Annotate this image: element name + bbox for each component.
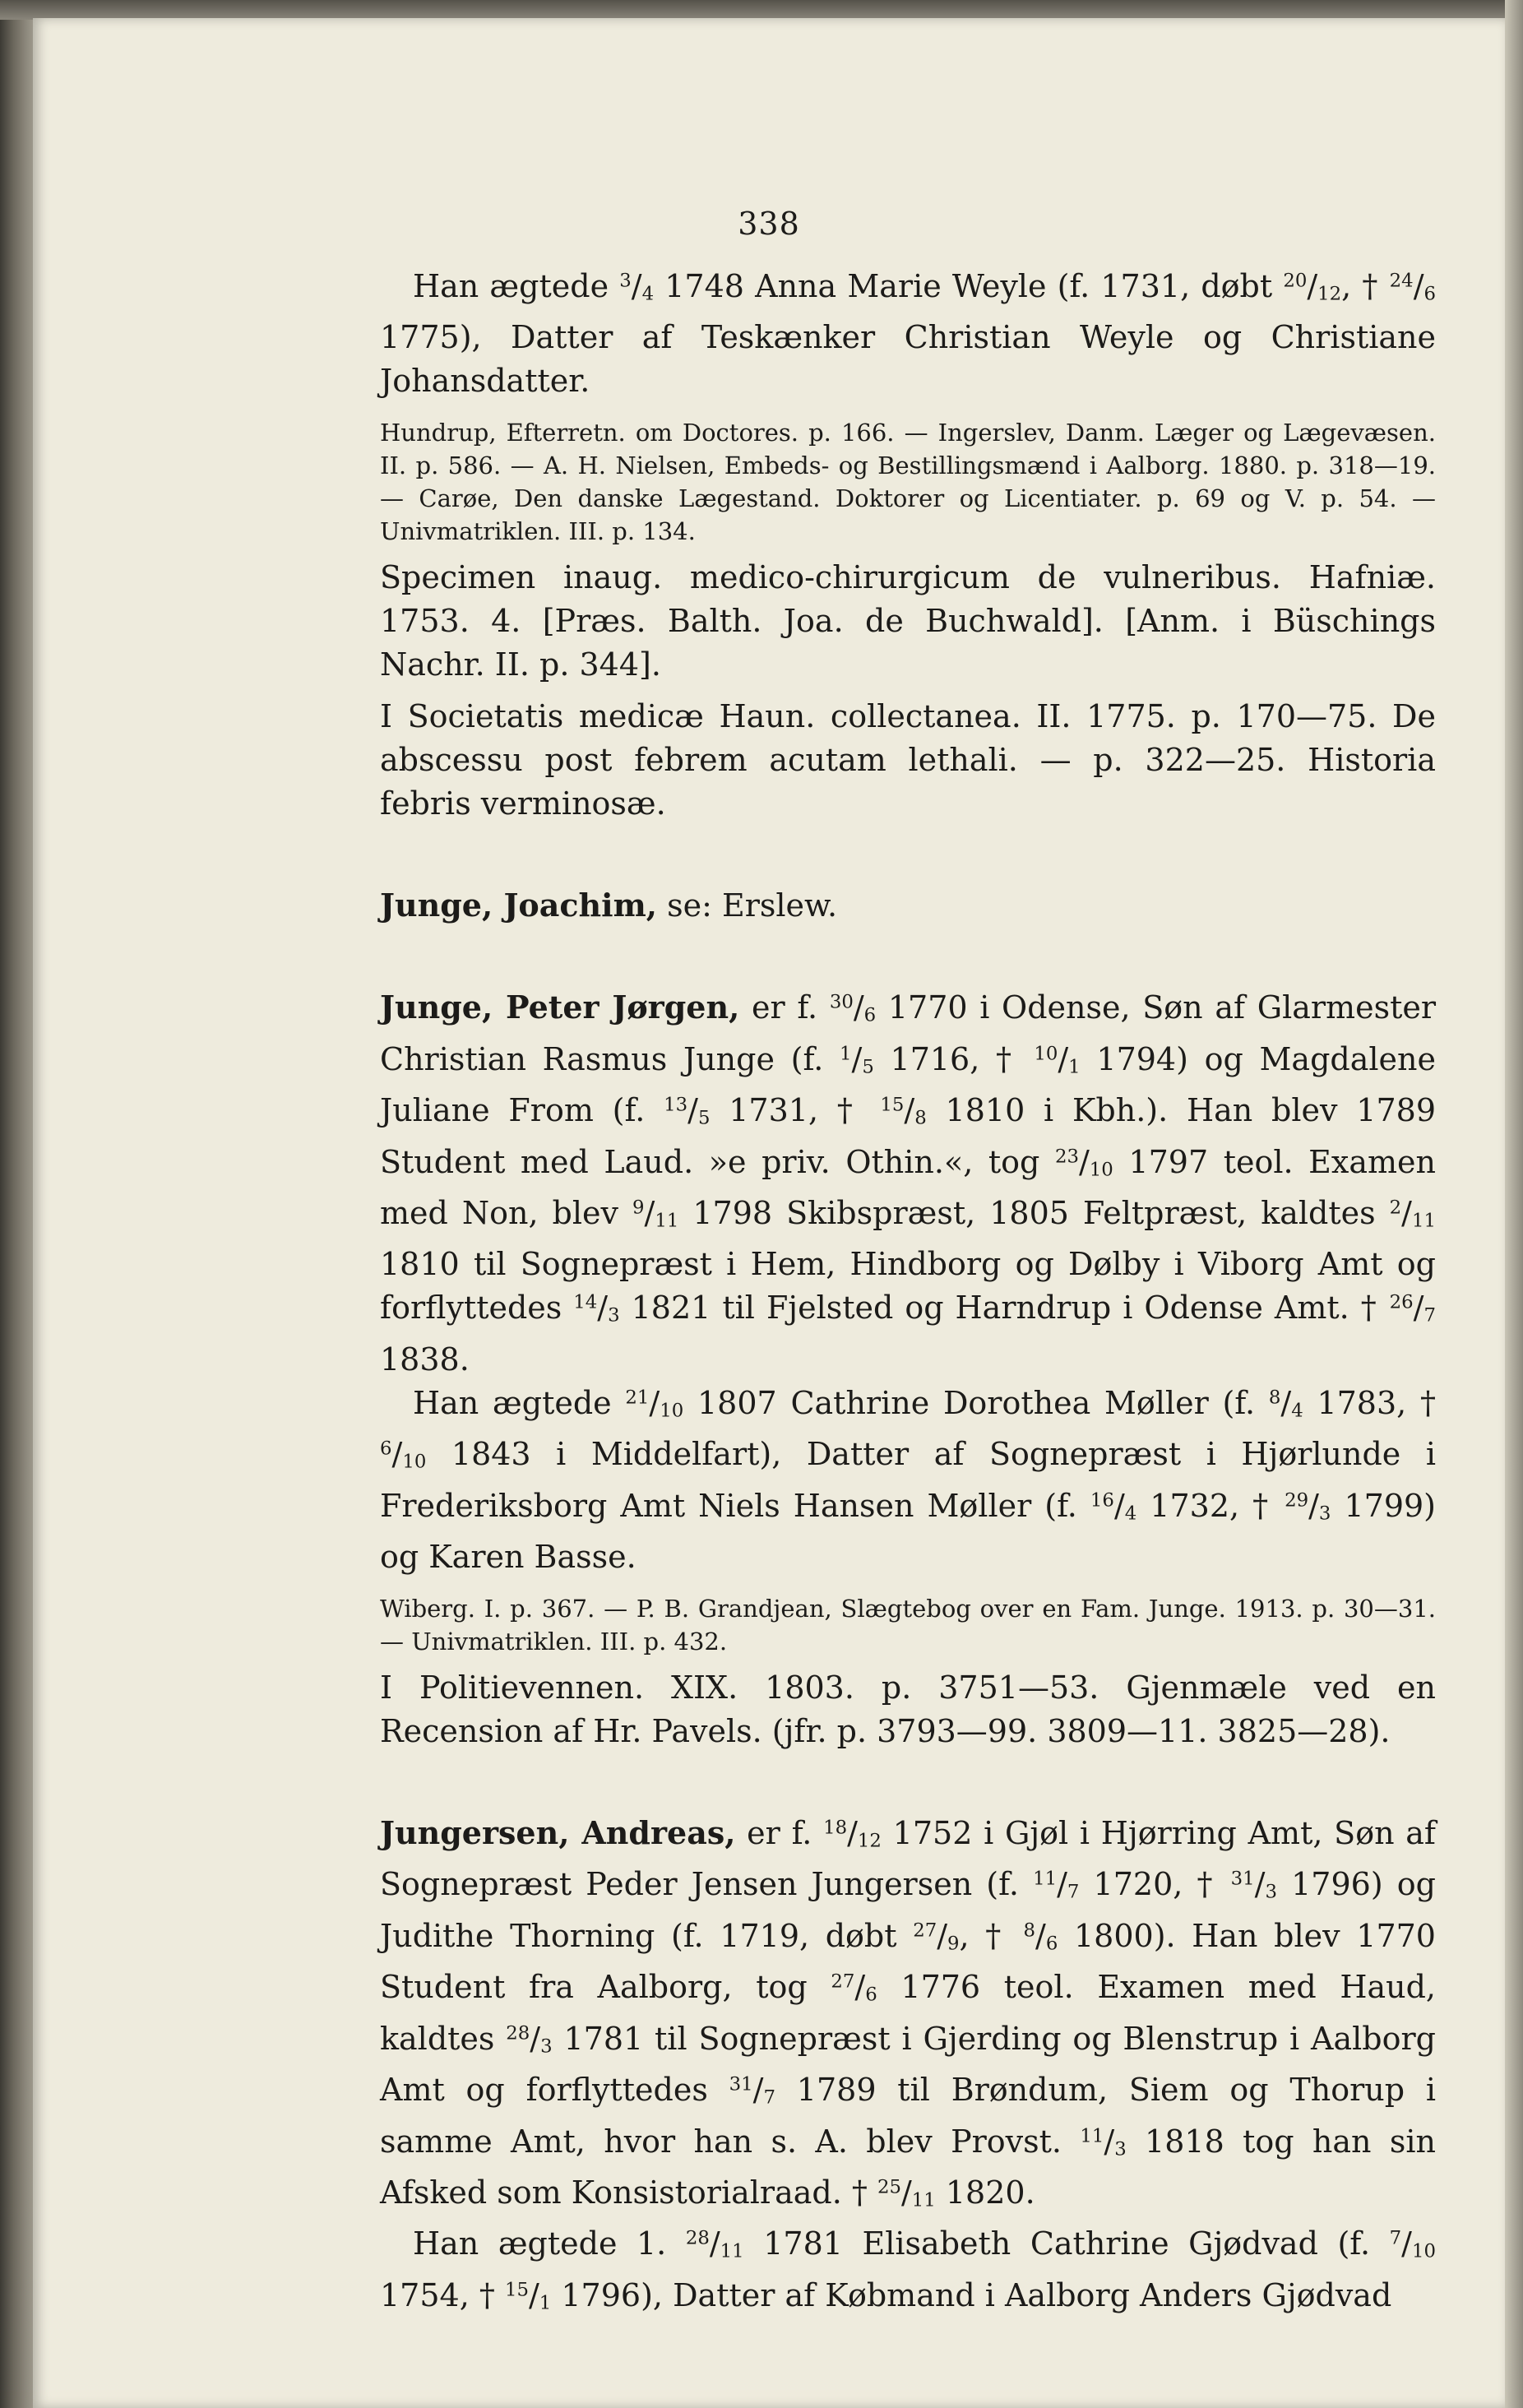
entry-junge-joachim: Junge, Joachim, se: Erslew. [380,887,838,924]
headword: Junge, Peter Jørgen, [380,989,740,1026]
peter-work-politievennen: I Politievennen. XIX. 1803. p. 3751—53. Gjenmæle ved en Recension af Hr. Pavels. (jfr. p. 3793—99. 3809—11. 3825—28). [380,1669,1436,1750]
scan-top-edge [0,0,1523,20]
page-text [380,265,1436,2325]
headword: Jungersen, Andreas, [380,1814,736,1852]
entry-junge-peter-jorgen: Junge, Peter Jørgen, er f. $^{30}$/6 1770 i Odense, Søn af Glarmester Christian Rasmus Junge (f. $^1$/5 1716, † $^{10}$/1 1794) og Magdalene Juliane From (f. $^{13}$/5 1731, † $^{15}$/8 1810 i Kbh.). Han blev 1789 Student med Laud. »e priv. Othin.«, tog $^{23}$/10 1797 teol. Examen med Non, blev $^9$/11 1798 Skibspræst, 1805 Feltpræst, kaldtes $^2$/11 1810 til Sognepræst i Hem, Hindborg og Dølby i Viborg Amt og forflyttedes $^{14}$/3 1821 til Fjelsted og Harndrup i Odense Amt. † $^{26}$/7 1838. [380,989,1437,1378]
prev-work-societatis: I Societatis medicæ Haun. collectanea. II. 1775. p. 170—75. De abscessu post febrem acutam lethali. — p. 322—25. Historia febris verminosæ. [380,698,1436,822]
prev-work-specimen: Specimen inaug. medico-chirurgicum de vulneribus. Hafniæ. 1753. 4. [Præs. Balth. Joa. de Buchwald]. [Anm. i Büschings Nachr. II. p. 344]. [380,559,1436,683]
headword: Junge, Joachim, [380,887,658,924]
scan-right-edge [1505,0,1523,2408]
prev-marriage: Han ægtede $^3$/4 1748 Anna Marie Weyle (f. 1731, døbt $^{20}$/12, † $^{24}$/6 1775), Datter af Teskænker Christian Weyle og Christiane Johansdatter. [380,268,1437,400]
andreas-marriage: Han ægtede 1. $^{28}$/11 1781 Elisabeth Cathrine Gjødvad (f. $^7$/10 1754, † $^{15}$/1 1796), Datter af Købmand i Aalborg Anders Gjødvad [380,2225,1436,2314]
peter-marriage: Han ægtede $^{21}$/10 1807 Cathrine Dorothea Møller (f. $^8$/4 1783, † $^6$/10 1843 i Middelfart), Datter af Sognepræst i Hjørlunde i Frederiksborg Amt Niels Hansen Møller (f. $^{16}$/4 1732, † $^{29}$/3 1799) og Karen Basse. [380,1384,1436,1576]
peter-references: Wiberg. I. p. 367. — P. B. Grandjean, Slægtebog over en Fam. Junge. 1913. p. 30—31. — Univmatriklen. III. p. 432. [380,1595,1436,1656]
prev-references: Hundrup, Efterretn. om Doctores. p. 166. — Ingerslev, Danm. Læger og Lægevæsen. II. p. 586. — A. H. Nielsen, Embeds- og Bestillingsmænd i Aalborg. 1880. p. 318—19. — Carøe, Den danske Lægestand. Doktorer og Licentiater. p. 69 og V. p. 54. — Univmatriklen. III. p. 134. [380,419,1436,546]
page-number: 338 [738,206,800,242]
entry-jungersen-andreas: Jungersen, Andreas, er f. $^{18}$/12 1752 i Gjøl i Hjørring Amt, Søn af Sognepræst Peder Jensen Jungersen (f. $^{11}$/7 1720, † $^{31}$/3 1796) og Judithe Thorning (f. 1719, døbt $^{27}$/9, † $^8$/6 1800). Han blev 1770 Student fra Aalborg, tog $^{27}$/6 1776 teol. Examen med Haud, kaldtes $^{28}$/3 1781 til Sognepræst i Gjerding og Blenstrup i Aalborg Amt og forflyttedes $^{31}$/7 1789 til Brøndum, Siem og Thorup i samme Amt, hvor han s. A. blev Provst. $^{11}$/3 1818 tog han sin Afsked som Konsistorialraad. † $^{25}$/11 1820. [380,1814,1437,2211]
